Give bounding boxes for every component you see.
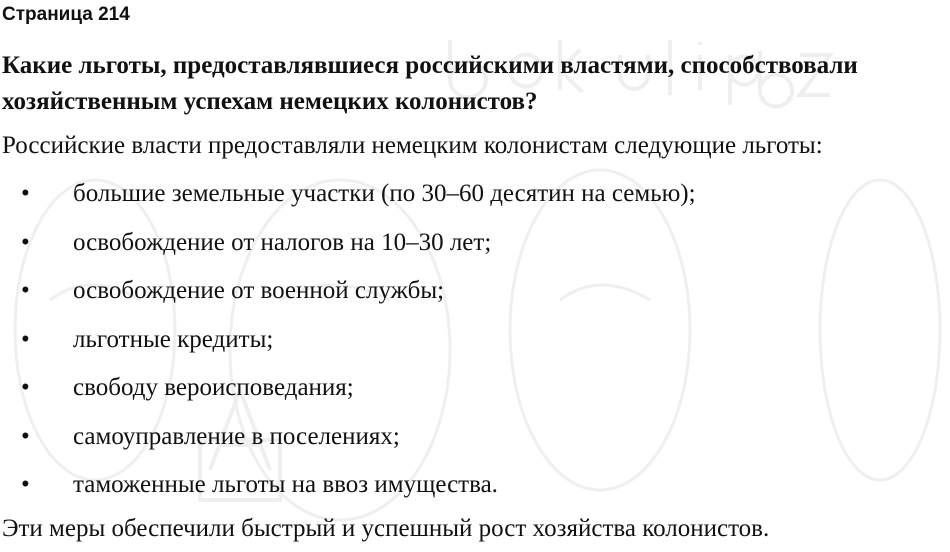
list-item-text: самоуправление в поселениях; [73, 422, 400, 450]
bullet: • [21, 180, 30, 207]
bullet: • [21, 228, 30, 256]
bullet: • [21, 277, 30, 304]
intro-paragraph: Российские власти предоставляли немецким колонистам следующие льготы: [2, 132, 823, 159]
bullet: • [21, 374, 30, 401]
list-item-text: большие земельные участки (по 30–60 десятин на семью); [73, 180, 696, 207]
bullet: • [21, 422, 30, 450]
list-item-text: освобождение от налогов на 10–30 лет; [73, 228, 492, 256]
list-item-text: льготные кредиты; [73, 325, 274, 353]
page-label: Страница 214 [2, 4, 130, 25]
bullet: • [21, 471, 30, 498]
question-heading: Какие льготы, предоставлявшиеся российскими властями, способствовали хозяйственным успехам немецких колонистов? [2, 52, 858, 115]
list-item-text: освобождение от военной службы; [73, 277, 445, 304]
bullet: • [21, 325, 30, 353]
list-item-text: таможенные льготы на ввоз имущества. [73, 471, 498, 498]
conclusion-paragraph: Эти меры обеспечили быстрый и успешный рост хозяйства колонистов. [2, 515, 770, 542]
list-item-text: свободу вероисповедания; [73, 374, 354, 401]
